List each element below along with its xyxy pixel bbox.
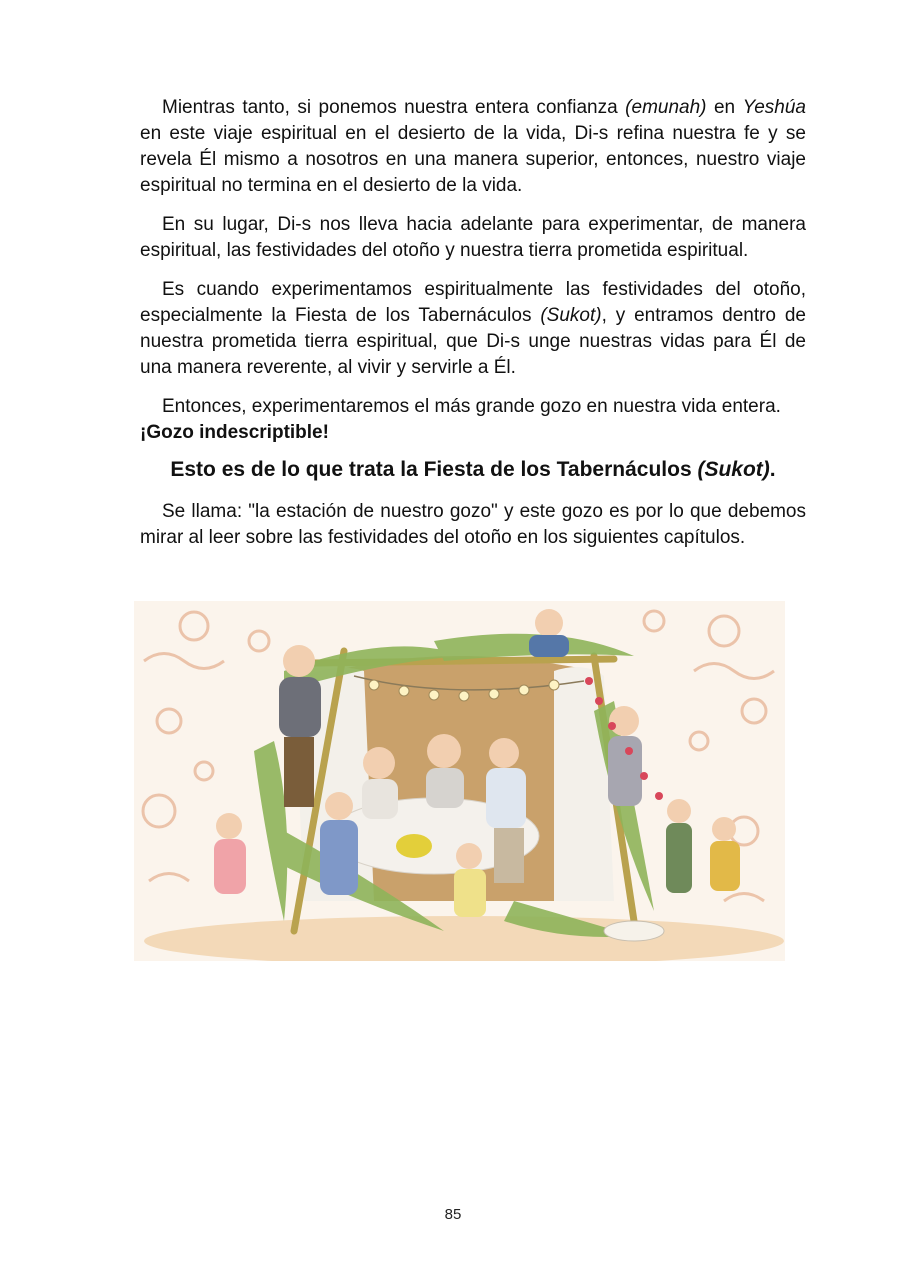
section-heading xyxy=(140,455,806,485)
sukot-term: (Sukot) xyxy=(540,305,602,326)
heading-period: . xyxy=(769,458,776,481)
paragraph-5: Se llama: "la estación de nuestro gozo" y este gozo es por lo que debemos mirar al leer sobre las festividades del otoño en los siguientes capítulos. xyxy=(140,501,806,548)
paragraph-3-text-end: , y entramos dentro de nuestra prometida tierra espiritual, que Di-s unge nuestras vidas para Él de una manera reverente, al vivir y servirle a Él. xyxy=(140,305,806,378)
paragraph-4 xyxy=(140,394,806,446)
emunah-term: (emunah) xyxy=(625,97,707,118)
paragraph-1 xyxy=(140,95,806,199)
page-number: 85 xyxy=(444,1206,462,1223)
paragraph-3-text: Es cuando experimentamos espiritualmente las festividades del otoño, especialmente la Fiesta de los Tabernáculos xyxy=(140,279,806,326)
paragraph-4-text: Entonces, experimentaremos el más grande gozo en nuestra vida entera. xyxy=(162,396,781,417)
sukkah-illustration xyxy=(134,601,785,961)
yeshua-term: Yeshúa xyxy=(742,97,806,118)
paragraph-3 xyxy=(140,277,806,381)
emphasis-line: ¡Gozo indescriptible! xyxy=(140,422,329,443)
paragraph-2: En su lugar, Di-s nos lleva hacia adelante para experimentar, de manera espiritual, las festividades del otoño y nuestra tierra prometida espiritual. xyxy=(140,214,806,261)
heading-sukot-term: (Sukot) xyxy=(697,458,770,481)
paragraph-1-text: Mientras tanto, si ponemos nuestra entera confianza xyxy=(162,97,626,118)
paragraph-1-connector: en xyxy=(706,97,743,118)
body-text xyxy=(140,95,806,564)
paragraph-1-text-end: en este viaje espiritual en el desierto de la vida, Di-s refina nuestra fe y se revela Él mismo a nosotros en una manera superior, entonces, nuestro viaje espiritual no termina en el desierto de la vida. xyxy=(140,123,806,196)
heading-text: Esto es de lo que trata la Fiesta de los Tabernáculos xyxy=(170,458,698,481)
